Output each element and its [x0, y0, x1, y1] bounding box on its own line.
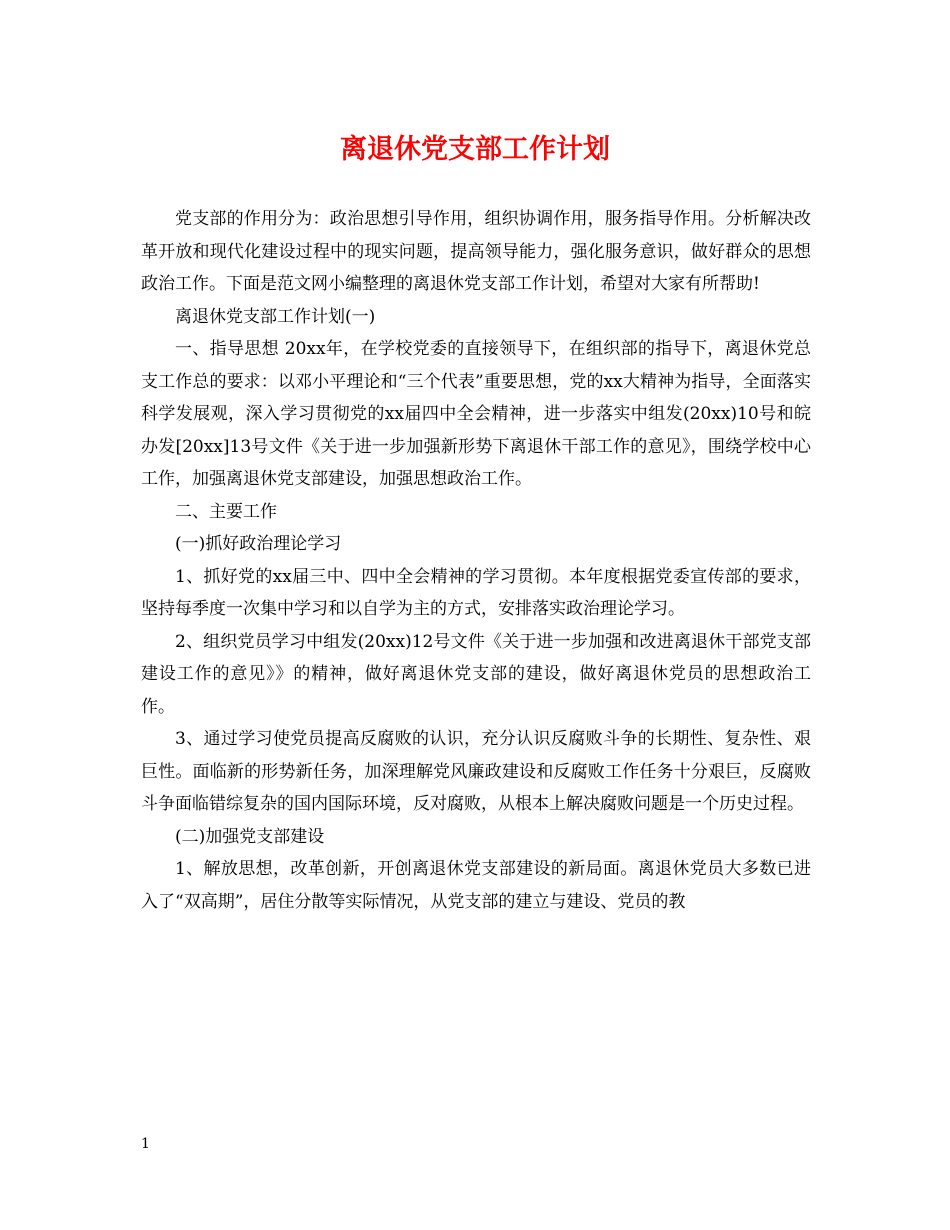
- section-heading-main-work: 二、主要工作: [175, 501, 277, 522]
- guiding-thought-paragraph: 一、指导思想 20xx年，在学校党委的直接领导下，在组织部的指导下，离退休党总支工作总的要求：以邓小平理论和“三个代表”重要思想，党的xx大精神为指导，全面落实科学发展观，深入学习贯彻党的xx届四中全会精神，进一步落实中组发(20xx)10号和皖办发[20xx]13号文件《关于进一步加强新形势下离退休干部工作的意见》，围绕学校中心工作，加强离退休党支部建设，加强思想政治工作。: [141, 339, 811, 489]
- page-number: 1: [141, 1136, 150, 1152]
- document-title: 离退休党支部工作计划: [340, 134, 610, 165]
- document-body: [141, 203, 811, 918]
- subsection-heading-branch-building: (二)加强党支部建设: [175, 826, 325, 847]
- list-item-3: 3、通过学习使党员提高反腐败的认识，充分认识反腐败斗争的长期性、复杂性、艰巨性。面临新的形势新任务，加深理解党风廉政建设和反腐败工作任务十分艰巨，反腐败斗争面临错综复杂的国内国际环境，反对腐败，从根本上解决腐败问题是一个历史过程。: [141, 729, 811, 814]
- subsection-heading-theory-study: (一)抓好政治理论学习: [175, 534, 342, 554]
- list-item-2: 2、组织党员学习中组发(20xx)12号文件《关于进一步加强和改进离退休干部党支部建设工作的意见》》的精神，做好离退休党支部的建设，做好离退休党员的思想政治工作。: [141, 631, 811, 717]
- list-item-4: 1、解放思想，改革创新，开创离退休党支部建设的新局面。离退休党员大多数已进入了“双高期”，居住分散等实际情况，从党支部的建立与建设、党员的教: [141, 859, 811, 912]
- list-item-1: 1、抓好党的xx届三中、四中全会精神的学习贯彻。本年度根据党委宣传部的要求，坚持每季度一次集中学习和以自学为主的方式，安排落实政治理论学习。: [141, 566, 811, 619]
- intro-paragraph: 党支部的作用分为：政治思想引导作用，组织协调作用，服务指导作用。分析解决改革开放和现代化建设过程中的现实问题，提高领导能力，强化服务意识，做好群众的思想政治工作。下面是范文网小编整理的离退休党支部工作计划，希望对大家有所帮助!: [141, 209, 811, 294]
- plan-subtitle: 离退休党支部工作计划(一): [175, 306, 376, 327]
